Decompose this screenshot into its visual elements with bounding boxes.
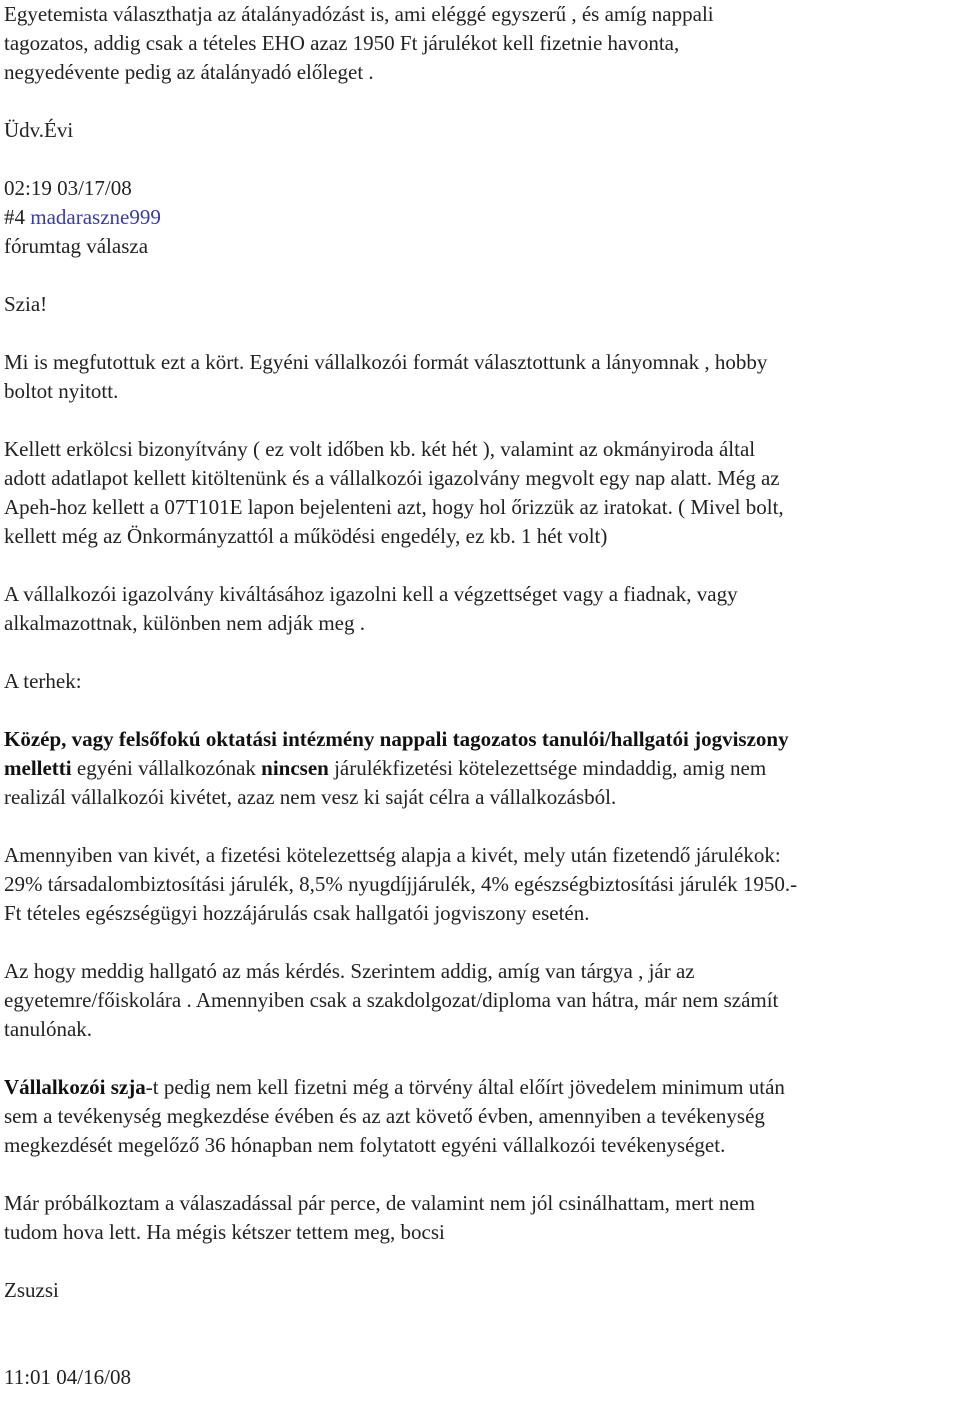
author-link[interactable]: madaraszne999 xyxy=(30,205,161,229)
post-4-timestamp: 11:01 04/16/08 xyxy=(4,1365,131,1389)
paragraph-line: Az hogy meddig hallgató az más kérdés. Szerintem addig, amíg van tárgya , jár az xyxy=(4,959,695,983)
paragraph-line: Apeh-hoz kellett a 07T101E lapon bejelenteni azt, hogy hol őrizzük az iratokat. ( Mivel bolt, xyxy=(4,495,784,519)
post-3-text-line: negyedévente pedig az átalányadó előleget . xyxy=(4,60,374,84)
paragraph-line: Ft tételes egészségügyi hozzájárulás csak hallgatói jogviszony esetén. xyxy=(4,901,590,925)
paragraph-line: tanulónak. xyxy=(4,1017,93,1041)
post-3-timestamp: 02:19 03/17/08 xyxy=(4,176,132,200)
post-4 xyxy=(4,203,954,1392)
post-4-header xyxy=(4,203,954,232)
text-span: -t pedig nem kell fizetni még a törvény által előírt jövedelem minimum után xyxy=(145,1075,785,1099)
paragraph-line: A vállalkozói igazolvány kiváltásához igazolni kell a végzettséget vagy a fiadnak, vagy xyxy=(4,582,738,606)
paragraph-line: Kellett erkölcsi bizonyítvány ( ez volt időben kb. két hét ), valamint az okmányiroda által xyxy=(4,437,756,461)
bold-text: Vállalkozói szja xyxy=(4,1075,146,1099)
burdens-label: A terhek: xyxy=(4,669,82,693)
paragraph-line: adott adatlapot kellett kitöltenünk és a vállalkozói igazolvány megvolt egy nap alatt. Még az xyxy=(4,466,780,490)
paragraph-line xyxy=(4,725,954,754)
paragraph-line: kellett még az Önkormányzattól a működési engedély, ez kb. 1 hét volt) xyxy=(4,524,608,548)
paragraph-line: Már próbálkoztam a válaszadással pár perce, de valamint nem jól csinálhattam, mert nem xyxy=(4,1191,756,1215)
post-3-signature: Üdv.Évi xyxy=(4,118,74,142)
paragraph-line: alkalmazottnak, különben nem adják meg . xyxy=(4,611,365,635)
post-number: #4 xyxy=(4,205,25,229)
paragraph-line: 29% társadalombiztosítási járulék, 8,5% nyugdíjjárulék, 4% egészségbiztosítási járulék 1950.- xyxy=(4,872,798,896)
forum-thread-page xyxy=(4,0,954,1392)
post-3-text-line: tagozatos, addig csak a tételes EHO azaz 1950 Ft járulékot kell fizetnie havonta, xyxy=(4,31,680,55)
paragraph-line xyxy=(4,754,954,783)
post-3-tail xyxy=(4,0,954,203)
post-3-text-line: Egyetemista választhatja az átalányadózást is, ami eléggé egyszerű , és amíg nappali xyxy=(4,2,714,26)
text-span: járulékfizetési kötelezettsége mindaddig, amig nem xyxy=(328,756,767,780)
text-span: egyéni vállalkozónak xyxy=(71,756,262,780)
paragraph-line: realizál vállalkozói kivétet, azaz nem vesz ki saját célra a vállalkozásból. xyxy=(4,785,617,809)
paragraph-line: tudom hova lett. Ha mégis kétszer tettem meg, bocsi xyxy=(4,1220,445,1244)
paragraph-line: egyetemre/főiskolára . Amennyiben csak a szakdolgozat/diploma van hátra, már nem számít xyxy=(4,988,779,1012)
paragraph-line: megkezdését megelőző 36 hónapban nem folytatott egyéni vállalkozói tevékenységet. xyxy=(4,1133,726,1157)
bold-text: nincsen xyxy=(261,756,329,780)
paragraph-line: Amennyiben van kivét, a fizetési kötelezettség alapja a kivét, mely után fizetendő járulékok: xyxy=(4,843,781,867)
paragraph-line: sem a tevékenység megkezdése évében és az azt követő évben, amennyiben a tevékenység xyxy=(4,1104,765,1128)
bold-text: melletti xyxy=(4,756,72,780)
bold-text: Közép, vagy felsőfokú oktatási intézmény nappali tagozatos tanulói/hallgatói jogviszony xyxy=(4,727,789,751)
paragraph-line xyxy=(4,1073,954,1102)
post-4-signature: Zsuzsi xyxy=(4,1278,59,1302)
paragraph-line: boltot nyitott. xyxy=(4,379,119,403)
greeting: Szia! xyxy=(4,292,48,316)
paragraph-line: Mi is megfutottuk ezt a kört. Egyéni vállalkozói formát választottunk a lányomnak , hobby xyxy=(4,350,768,374)
reply-label: fórumtag válasza xyxy=(4,234,149,258)
